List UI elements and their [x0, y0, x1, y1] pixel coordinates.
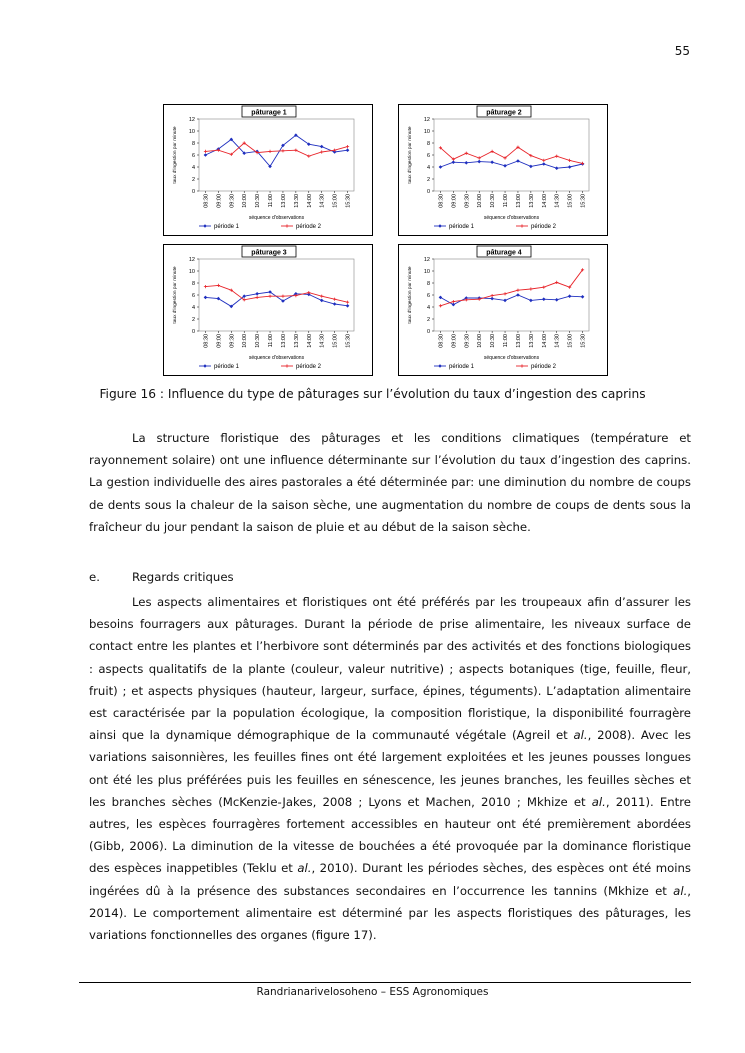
legend-label: période 1	[449, 224, 475, 230]
x-tick-label: 13:30	[528, 194, 535, 208]
y-tick-label: 2	[191, 317, 195, 323]
x-tick-label: 11:00	[268, 194, 275, 208]
x-tick-label: 15:00	[332, 194, 339, 208]
data-point	[529, 287, 532, 290]
y-tick-label: 6	[426, 293, 430, 299]
y-axis-label: taux d'ingestion par minute	[173, 266, 178, 324]
data-point	[516, 293, 520, 297]
x-tick-label: 15:30	[345, 334, 352, 348]
x-tick-label: 15:30	[580, 334, 587, 348]
paragraph-2	[89, 591, 691, 946]
data-point	[568, 159, 571, 162]
data-point	[542, 162, 546, 166]
chart-svg	[164, 105, 374, 237]
data-point	[555, 155, 558, 158]
plot-area	[199, 119, 354, 191]
y-tick-label: 6	[191, 293, 195, 299]
x-tick-label: 14:30	[554, 334, 561, 348]
chart-paturage-2	[398, 104, 608, 236]
chart-title: pâturage 2	[486, 109, 522, 117]
x-tick-label: 09:30	[464, 194, 471, 208]
data-point	[439, 296, 443, 300]
data-point	[320, 145, 324, 149]
y-tick-label: 12	[423, 257, 430, 263]
x-tick-label: 09:00	[216, 334, 223, 348]
data-point	[452, 160, 456, 164]
y-tick-label: 0	[191, 329, 195, 335]
footer-divider	[79, 982, 691, 983]
data-point	[307, 155, 310, 158]
x-tick-label: 14:00	[541, 194, 548, 208]
et-al: al.	[297, 861, 312, 876]
series-line-1	[205, 292, 347, 306]
data-point	[268, 150, 271, 153]
x-axis-label: séquence d'observations	[248, 355, 305, 361]
data-point	[204, 153, 208, 157]
data-point	[542, 159, 545, 162]
legend-marker	[438, 364, 442, 368]
legend-label: période 1	[449, 364, 475, 370]
et-al: al.	[673, 883, 688, 898]
x-tick-label: 10:00	[477, 194, 484, 208]
x-tick-label: 09:00	[451, 334, 458, 348]
data-point	[281, 295, 284, 298]
data-point	[256, 296, 259, 299]
x-tick-label: 10:30	[255, 194, 262, 208]
series-line-2	[205, 285, 347, 302]
data-point	[320, 295, 323, 298]
paragraph-2-text: Les aspects alimentaires et floristiques ont été préférés par les troupeaux afin d’assurer les besoins fourragers aux pâturages. Durant la période de prise alimentaire, les niveaux surface de contact entre les plantes et l’herbivore sont déterminés par des activités et des fonctions biologiques : aspects qualitatifs de la plante (couleur, valeur nutritive) ; aspects botaniques (tige, feuille, fleur, fruit) ; et aspects physiques (hauteur, largeur, surface, épines, téguments). L’adaptation alimentaire est caractérisée par la population écologique, la composition floristique, la disponibilité fourragère ainsi que la dynamique démographique de la communauté végétale (Agreil et	[89, 595, 691, 743]
series-line-2	[205, 143, 347, 156]
data-point	[478, 156, 481, 159]
paragraph-1: La structure floristique des pâturages et les conditions climatiques (température et rayonnement solaire) ont une influence déterminante sur l’évolution du taux d’ingestion des caprins. La gestion individuelle des aires pastorales a été déterminée par: une diminution du nombre de coups de dents sous la chaleur de la saison sèche, une augmentation du nombre de coups de dents sous la fraîcheur du jour pendant la saison de pluie et au début de la saison sèche.	[89, 431, 691, 534]
series-line-2	[440, 270, 582, 306]
x-tick-label: 09:00	[216, 194, 223, 208]
y-tick-label: 0	[426, 189, 430, 195]
y-tick-label: 0	[426, 329, 430, 335]
data-point	[529, 299, 533, 303]
data-point	[464, 161, 468, 165]
data-point	[503, 292, 506, 295]
data-point	[465, 152, 468, 155]
data-point	[346, 304, 350, 308]
y-tick-label: 8	[426, 281, 430, 287]
legend-marker	[203, 224, 207, 228]
legend-label: période 1	[214, 364, 240, 370]
y-tick-label: 10	[423, 269, 430, 275]
paragraph-2-text: , 2008). Avec les variations saisonnières, les feuilles fines ont été largement exploitées et les jeunes pousses longues ont été les plus préférées puis les feuilles en sénescence, les jeunes branches, les feuilles sèches et les branches sèches (McKenzie-Jakes, 2008 ; Lyons et Machen, 2010 ; Mkhize et	[89, 728, 692, 809]
section-heading	[89, 566, 234, 588]
data-point	[452, 303, 456, 307]
x-tick-label: 13:30	[528, 334, 535, 348]
chart-svg	[164, 245, 374, 377]
data-point	[333, 302, 337, 306]
x-tick-label: 15:00	[332, 334, 339, 348]
series-line-1	[440, 295, 582, 305]
et-al: al.	[573, 728, 588, 743]
y-axis-label: taux d'ingestion par minute	[173, 126, 178, 184]
y-tick-label: 4	[191, 305, 195, 311]
data-point	[346, 148, 350, 152]
x-tick-label: 09:00	[451, 194, 458, 208]
y-axis-label: taux d'ingestion par minute	[408, 126, 413, 184]
x-axis-label: séquence d'observations	[483, 215, 540, 221]
x-tick-label: 13:00	[280, 194, 287, 208]
plot-area	[434, 259, 589, 331]
legend-marker	[203, 364, 207, 368]
x-tick-label: 10:30	[255, 334, 262, 348]
paragraph-2-text: , 2011). Entre autres, les espèces fourragères fortement accessibles en hauteur ont été premièrement abordées (Gibb, 2006). La diminution de la vitesse de bouchées a été provoquée par la dominance floristique des espèces inappetibles (Teklu et	[89, 794, 691, 876]
x-axis-label: séquence d'observations	[248, 215, 305, 221]
y-tick-label: 8	[191, 281, 195, 287]
data-point	[542, 286, 545, 289]
x-tick-label: 08:30	[438, 194, 445, 208]
y-tick-label: 4	[191, 165, 195, 171]
y-tick-label: 0	[191, 189, 195, 195]
y-tick-label: 10	[423, 129, 430, 135]
y-tick-label: 12	[423, 117, 430, 123]
y-tick-label: 10	[188, 269, 195, 275]
data-point	[568, 165, 572, 169]
y-tick-label: 2	[426, 317, 430, 323]
data-point	[346, 301, 349, 304]
x-tick-label: 14:00	[541, 334, 548, 348]
y-tick-label: 6	[191, 153, 195, 159]
y-tick-label: 12	[188, 257, 195, 263]
section-number: e.	[89, 570, 100, 584]
y-tick-label: 2	[191, 177, 195, 183]
x-tick-label: 09:30	[229, 334, 236, 348]
y-tick-label: 2	[426, 177, 430, 183]
x-tick-label: 13:30	[293, 334, 300, 348]
data-point	[516, 289, 519, 292]
legend-marker	[520, 224, 523, 227]
x-tick-label: 13:30	[293, 194, 300, 208]
data-point	[516, 159, 520, 163]
data-point	[555, 281, 558, 284]
data-point	[503, 299, 507, 303]
section-title: Regards critiques	[132, 570, 234, 584]
chart-title: pâturage 1	[251, 109, 287, 117]
x-tick-label: 14:30	[319, 194, 326, 208]
data-point	[529, 165, 533, 169]
data-point	[555, 166, 559, 170]
data-point	[568, 294, 572, 298]
data-point	[346, 145, 349, 148]
x-tick-label: 13:00	[515, 334, 522, 348]
data-point	[320, 150, 323, 153]
data-point	[333, 298, 336, 301]
plot-area	[199, 259, 354, 331]
data-point	[320, 299, 324, 303]
x-tick-label: 10:30	[490, 194, 497, 208]
chart-title: pâturage 4	[486, 249, 522, 257]
y-tick-label: 10	[188, 129, 195, 135]
data-point	[255, 292, 259, 296]
x-tick-label: 14:00	[306, 334, 313, 348]
series-line-2	[440, 147, 582, 163]
plot-area	[434, 119, 589, 191]
x-tick-label: 11:00	[268, 334, 275, 348]
x-tick-label: 08:30	[438, 334, 445, 348]
series-line-1	[440, 161, 582, 168]
x-tick-label: 13:00	[515, 194, 522, 208]
footer: Randrianarivelosoheno – ESS Agronomiques	[256, 986, 489, 998]
data-point	[217, 284, 220, 287]
paragraph-2-text: , 2014). Le comportement alimentaire est déterminé par les aspects floristiques des pâturages, les variations fonctionnelles des organes (figure 17).	[89, 883, 691, 943]
y-axis-label: taux d'ingestion par minute	[408, 266, 413, 324]
data-point	[204, 285, 207, 288]
data-point	[294, 149, 297, 152]
y-tick-label: 8	[426, 141, 430, 147]
x-tick-label: 15:00	[567, 334, 574, 348]
data-point	[281, 149, 284, 152]
x-tick-label: 08:30	[203, 194, 210, 208]
x-tick-label: 10:00	[477, 334, 484, 348]
y-tick-label: 12	[188, 117, 195, 123]
data-point	[204, 296, 208, 300]
y-tick-label: 6	[426, 153, 430, 159]
x-tick-label: 14:00	[306, 194, 313, 208]
paragraph-1-block	[89, 427, 691, 538]
legend-label: période 2	[531, 224, 557, 230]
x-tick-label: 10:00	[242, 194, 249, 208]
data-point	[439, 304, 442, 307]
data-point	[268, 295, 271, 298]
data-point	[581, 295, 585, 299]
x-tick-label: 08:30	[203, 334, 210, 348]
legend-marker	[520, 364, 523, 367]
x-axis-label: séquence d'observations	[483, 355, 540, 361]
y-tick-label: 8	[191, 141, 195, 147]
data-point	[490, 160, 494, 164]
chart-svg	[399, 105, 609, 237]
data-point	[555, 298, 559, 302]
x-tick-label: 09:30	[229, 194, 236, 208]
chart-title: pâturage 3	[251, 249, 287, 257]
x-tick-label: 09:30	[464, 334, 471, 348]
legend-label: période 2	[296, 364, 322, 370]
legend-marker	[285, 224, 288, 227]
data-point	[439, 165, 443, 169]
paragraph-2-text: , 2010). Durant les périodes sèches, des espèces ont été moins ingérées dû à la présence des substances secondaires en l’occurrence les tannins (Mkhize et	[89, 861, 691, 898]
x-tick-label: 10:00	[242, 334, 249, 348]
data-point	[452, 300, 455, 303]
data-point	[491, 294, 494, 297]
x-tick-label: 10:30	[490, 334, 497, 348]
legend-marker	[285, 364, 288, 367]
chart-paturage-4	[398, 244, 608, 376]
x-tick-label: 14:30	[319, 334, 326, 348]
legend-label: période 1	[214, 224, 240, 230]
x-tick-label: 14:30	[554, 194, 561, 208]
paragraph-2-block	[89, 591, 691, 946]
data-point	[503, 164, 507, 168]
x-tick-label: 15:30	[345, 194, 352, 208]
data-point	[490, 297, 494, 301]
figure-caption: Figure 16 : Influence du type de pâturages sur l’évolution du taux d’ingestion des caprins	[99, 387, 646, 401]
et-al: al.	[591, 794, 606, 809]
x-tick-label: 11:00	[503, 334, 510, 348]
data-point	[542, 297, 546, 301]
x-tick-label: 13:00	[280, 334, 287, 348]
chart-svg	[399, 245, 609, 377]
legend-label: période 2	[296, 224, 322, 230]
y-tick-label: 4	[426, 165, 430, 171]
y-tick-label: 4	[426, 305, 430, 311]
page-number: 55	[674, 44, 690, 58]
chart-paturage-3	[163, 244, 373, 376]
data-point	[204, 150, 207, 153]
x-tick-label: 15:00	[567, 194, 574, 208]
chart-paturage-1	[163, 104, 373, 236]
data-point	[477, 160, 481, 164]
data-point	[491, 150, 494, 153]
x-tick-label: 11:00	[503, 194, 510, 208]
x-tick-label: 15:30	[580, 194, 587, 208]
legend-marker	[438, 224, 442, 228]
legend-label: période 2	[531, 364, 557, 370]
